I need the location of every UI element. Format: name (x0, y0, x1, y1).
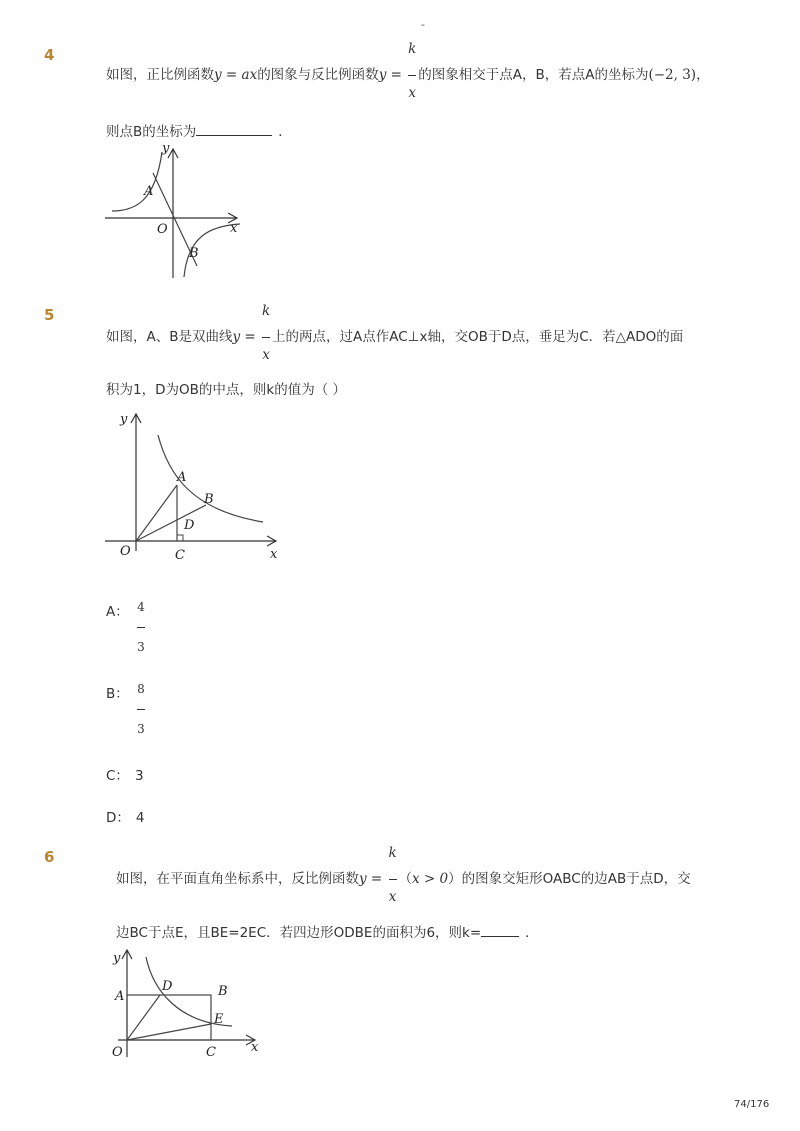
q6-eq-lhs: y = (359, 871, 387, 887)
q5-option-b-label[interactable]: B： (106, 686, 129, 702)
question-5-line-1 (106, 303, 684, 363)
q5-text-1: 如图，A、B是双曲线 (106, 329, 233, 345)
question-6-figure (108, 945, 268, 1065)
q5-option-c-value: 3 (134, 768, 144, 784)
question-6-number: 6 (44, 848, 55, 866)
question-5-figure (100, 405, 285, 565)
q5-label-x: x (270, 547, 278, 562)
q5-label-y: y (120, 412, 128, 427)
q6-label-x: x (251, 1040, 259, 1055)
q5-option-c-label: C： (106, 768, 129, 784)
q6-text-1: 如图，在平面直角坐标系中，反比例函数 (116, 871, 359, 887)
question-6-line-2 (116, 922, 539, 942)
q4-label-o: O (157, 222, 168, 237)
q6-segment-oe (127, 1024, 211, 1040)
q6-label-e: E (214, 1012, 224, 1027)
q4-label-b: B (189, 246, 199, 261)
q4-line2-end: ． (278, 124, 292, 140)
q4-fraction (406, 41, 418, 101)
q5-label-d: D (184, 518, 195, 533)
q6-line2-text: 边BC于点E，且BE=2EC．若四边形ODBE的面积为6，则k= (116, 925, 482, 941)
q4-text-4: ， (696, 67, 710, 83)
question-4-number: 4 (44, 46, 55, 64)
q6-answer-blank[interactable] (481, 922, 519, 937)
q6-text-2: 的图象交矩形OABC的边AB于点D，交 (461, 871, 691, 887)
q6-label-b: B (218, 984, 228, 999)
q5-label-b: B (204, 492, 214, 507)
q4-text-1: 如图，正比例函数 (106, 67, 214, 83)
q6-segment-od (127, 995, 160, 1040)
q4-label-x: x (230, 221, 238, 236)
q4-frac-num: k (408, 41, 417, 57)
q4-label-y: y (162, 141, 170, 156)
q5-option-d[interactable] (106, 806, 145, 826)
q5-option-b-den: 3 (137, 722, 145, 736)
q4-text-3: 的图象相交于点A，B，若点A的坐标为 (418, 67, 649, 83)
q6-frac-den: x (388, 889, 397, 905)
header-mark: - (421, 18, 425, 31)
q5-frac-den: x (262, 347, 270, 363)
q5-label-a: A (177, 470, 187, 485)
q5-segment-ob (136, 505, 206, 541)
q6-label-c: C (206, 1045, 216, 1060)
q4-coordinate: (−2, 3) (648, 67, 697, 83)
q4-answer-blank[interactable] (196, 121, 272, 136)
q6-rectangle-oabc (127, 995, 211, 1040)
q5-segment-oa (136, 485, 177, 541)
question-5-line-2: 积为1，D为OB的中点，则k的值为（ ） (106, 382, 346, 398)
q4-line2-text: 则点B的坐标为 (106, 124, 197, 140)
q6-condition: x > 0 (412, 871, 449, 887)
q6-fraction (387, 845, 399, 905)
question-4-figure (100, 138, 250, 283)
q5-option-a-den: 3 (137, 640, 145, 654)
q5-option-b-bar (137, 709, 145, 710)
q5-hyperbola (158, 435, 263, 522)
q5-text-2: 上的两点，过A点作AC⊥x轴，交OB于D点，垂足为C．若△ADO的面 (272, 329, 684, 345)
q4-frac-den: x (408, 85, 417, 101)
q4-hyperbola-left (112, 152, 162, 211)
q5-label-c: C (175, 548, 185, 563)
q5-option-a-label[interactable]: A： (106, 604, 129, 620)
q6-label-o: O (112, 1045, 123, 1060)
q6-cond-close: ） (448, 871, 462, 887)
page-number: 74/176 (734, 1099, 770, 1110)
q5-fraction (260, 303, 272, 363)
q6-label-a: A (115, 989, 125, 1004)
q4-eq-direct: y = ax (214, 67, 258, 83)
q6-line2-end: ． (525, 925, 539, 941)
question-4-line-1 (106, 41, 710, 101)
question-5-number: 5 (44, 306, 55, 324)
q6-cond-open: （ (398, 871, 413, 887)
q4-label-a: A (144, 184, 154, 199)
q4-eq-inverse-lhs: y = (378, 67, 407, 83)
q5-frac-num: k (261, 303, 271, 319)
q5-option-c[interactable] (106, 764, 144, 784)
q6-label-y: y (113, 951, 121, 966)
q5-option-d-value: 4 (135, 810, 145, 826)
q5-eq-lhs: y = (232, 329, 261, 345)
question-6-line-1 (116, 845, 691, 905)
q5-option-d-label: D： (106, 810, 130, 826)
q6-frac-num: k (388, 845, 397, 861)
q5-option-b-num: 8 (137, 682, 145, 696)
q5-option-a-bar (137, 627, 145, 628)
q4-text-2: 的图象与反比例函数 (257, 67, 379, 83)
q6-label-d: D (162, 979, 173, 994)
q5-right-angle-mark (177, 535, 183, 541)
q5-label-o: O (120, 544, 131, 559)
q5-option-a-num: 4 (137, 600, 145, 614)
